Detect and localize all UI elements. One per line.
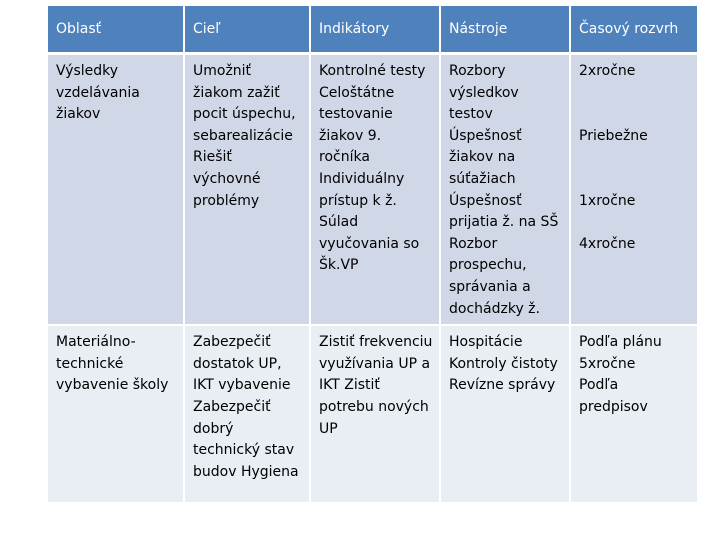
header-oblast: Oblasť bbox=[48, 6, 184, 54]
cell-indikatory: Zistiť frekvenciu využívania UP a IKT Zistiť potrebu nových UP bbox=[310, 325, 440, 503]
header-row bbox=[48, 6, 697, 54]
rozvrh-item: Podľa plánu bbox=[579, 334, 662, 351]
header-indikatory: Indikátory bbox=[310, 6, 440, 54]
rozvrh-item: Podľa predpisov bbox=[579, 377, 648, 415]
rozvrh-item: 5xročne bbox=[579, 355, 636, 372]
header-nastroje: Nástroje bbox=[440, 6, 570, 54]
cell-oblast: Materiálno-technické vybavenie školy bbox=[48, 325, 184, 503]
header-casovy-rozvrh: Časový rozvrh bbox=[570, 6, 697, 54]
cell-rozvrh bbox=[570, 325, 697, 503]
cell-rozvrh bbox=[570, 54, 697, 326]
cell-nastroje: Rozbory výsledkov testov Úspešnosť žiakov na súťažiach Úspešnosť prijatia ž. na SŠ Rozbor prospechu, správania a dochádzky ž. bbox=[440, 54, 570, 326]
rozvrh-item: 2xročne bbox=[579, 63, 636, 79]
cell-indikatory: Kontrolné testy Celoštátne testovanie žiakov 9. ročníka Individuálny prístup k ž. Súlad vyučovania so Šk.VP bbox=[310, 54, 440, 326]
plan-table-container bbox=[48, 6, 697, 504]
cell-oblast: Výsledky vzdelávania žiakov bbox=[48, 54, 184, 326]
rozvrh-item: 1xročne bbox=[579, 193, 636, 210]
plan-table bbox=[48, 6, 697, 504]
header-ciel: Cieľ bbox=[184, 6, 310, 54]
cell-ciel: Zabezpečiť dostatok UP, IKT vybavenie Zabezpečiť dobrý technický stav budov Hygiena bbox=[184, 325, 310, 503]
cell-nastroje: Hospitácie Kontroly čistoty Revízne správy bbox=[440, 325, 570, 503]
table-row bbox=[48, 325, 697, 503]
table-row bbox=[48, 54, 697, 326]
rozvrh-item: 4xročne bbox=[579, 235, 636, 252]
rozvrh-item: Priebežne bbox=[579, 127, 648, 144]
cell-ciel: Umožniť žiakom zažiť pocit úspechu, sebarealizácie Riešiť výchovné problémy bbox=[184, 54, 310, 326]
